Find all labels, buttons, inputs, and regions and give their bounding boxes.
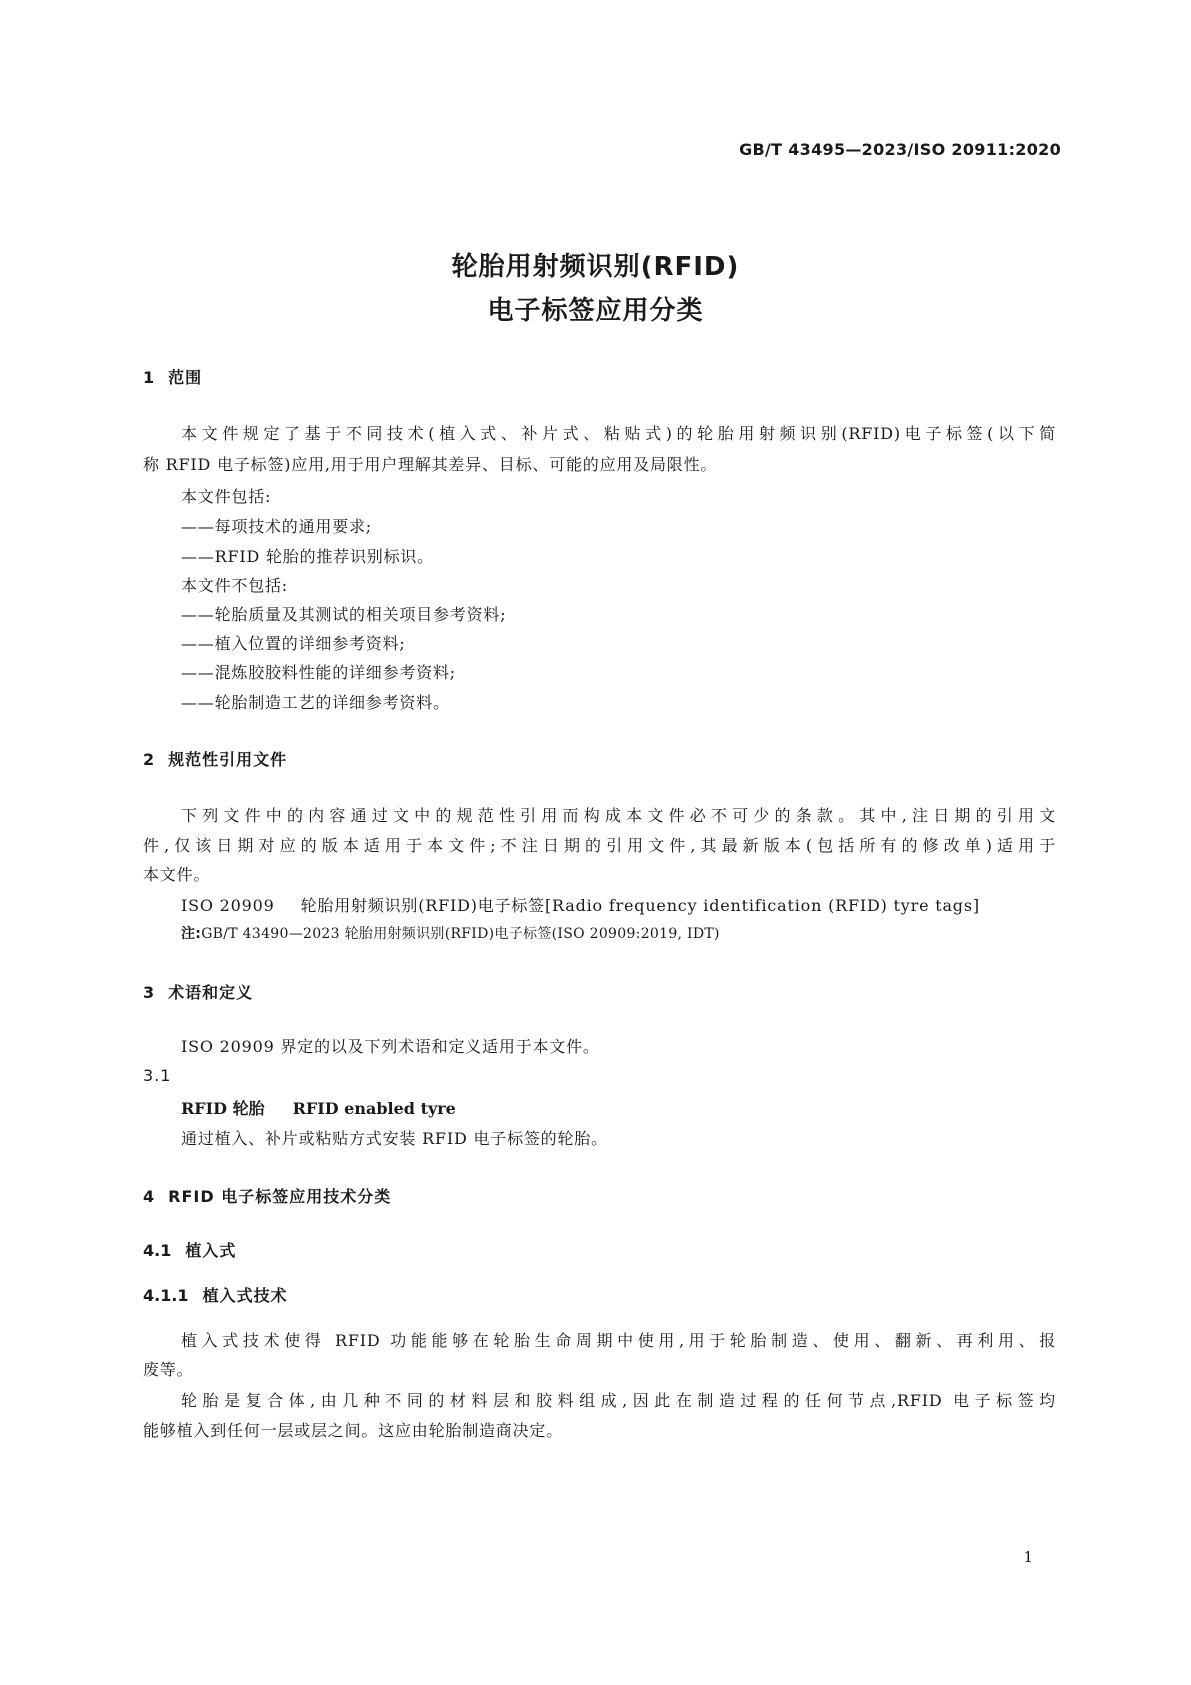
section-4-1-heading: [143, 1238, 236, 1261]
section-title: 范围: [168, 368, 203, 387]
s4-p1-line2: 废等。: [143, 1360, 194, 1379]
reference-code: ISO 20909: [181, 896, 275, 915]
section-1-heading: [143, 365, 202, 388]
s4-p2-line1: 轮胎是复合体,由几种不同的材料层和胶料组成,因此在制造过程的任何节点,RFID 电子标签均: [181, 1391, 1056, 1410]
normative-reference: [181, 893, 980, 916]
standard-code: GB/T 43495—2023/ISO 20911:2020: [739, 140, 1061, 159]
section-title: RFID 电子标签应用技术分类: [168, 1187, 392, 1206]
s2-para-line1: 下列文件中的内容通过文中的规范性引用而构成本文件必不可少的条款。其中,注日期的引用文: [181, 806, 1056, 825]
document-title-line2: 电子标签应用分类: [487, 296, 704, 326]
term-definition: 通过植入、补片或粘贴方式安装 RFID 电子标签的轮胎。: [181, 1129, 608, 1148]
section-2-heading: [143, 747, 287, 770]
section-title: 植入式: [185, 1241, 237, 1260]
term-number: 3.1: [143, 1066, 172, 1085]
section-4-heading: [143, 1184, 391, 1207]
section-title: 规范性引用文件: [168, 750, 288, 769]
excludes-label: 本文件不包括:: [181, 576, 288, 595]
includes-label: 本文件包括:: [181, 487, 272, 506]
includes-item: ——每项技术的通用要求;: [181, 517, 372, 536]
s3-para: ISO 20909 界定的以及下列术语和定义适用于本文件。: [181, 1037, 600, 1056]
s4-p1-line1: 植入式技术使得 RFID 功能能够在轮胎生命周期中使用,用于轮胎制造、使用、翻新、再利用、报: [181, 1331, 1056, 1350]
excludes-item: ——轮胎质量及其测试的相关项目参考资料;: [181, 605, 507, 624]
s4-p2-line2: 能够植入到任何一层或层之间。这应由轮胎制造商决定。: [143, 1421, 564, 1440]
section-number: 4.1: [143, 1241, 172, 1260]
term-entry: [181, 1096, 456, 1119]
section-number: 1: [143, 368, 155, 387]
note-text: GB/T 43490—2023 轮胎用射频识别(RFID)电子标签(ISO 20909:2019, IDT): [201, 926, 720, 942]
s1-para-line2: 称 RFID 电子标签)应用,用于用户理解其差异、目标、可能的应用及局限性。: [143, 455, 718, 474]
section-number: 4: [143, 1187, 155, 1206]
reference-note: [181, 923, 720, 943]
section-title: 术语和定义: [168, 983, 254, 1002]
reference-title: 轮胎用射频识别(RFID)电子标签[Radio frequency identification (RFID) tyre tags]: [300, 896, 980, 915]
section-title: 植入式技术: [202, 1286, 288, 1305]
section-4-1-1-heading: [143, 1283, 288, 1306]
excludes-item: ——植入位置的详细参考资料;: [181, 634, 406, 653]
section-3-heading: [143, 980, 253, 1003]
s1-para-line1: 本文件规定了基于不同技术(植入式、补片式、粘贴式)的轮胎用射频识别(RFID)电子标签(以下简: [181, 424, 1056, 443]
includes-item: ——RFID 轮胎的推荐识别标识。: [181, 547, 434, 566]
s2-para-line2: 件,仅该日期对应的版本适用于本文件;不注日期的引用文件,其最新版本(包括所有的修改单)适用于: [143, 836, 1056, 855]
term-english: RFID enabled tyre: [292, 1099, 456, 1118]
note-label: 注:: [181, 926, 202, 942]
section-number: 3: [143, 983, 155, 1002]
section-number: 2: [143, 750, 155, 769]
document-title-line1: 轮胎用射频识别(RFID): [451, 252, 740, 282]
section-number: 4.1.1: [143, 1286, 189, 1305]
s2-para-line3: 本文件。: [143, 865, 211, 884]
excludes-item: ——轮胎制造工艺的详细参考资料。: [181, 693, 450, 712]
page-number: 1: [1023, 1548, 1033, 1566]
excludes-item: ——混炼胶胶料性能的详细参考资料;: [181, 663, 456, 682]
term-chinese: RFID 轮胎: [181, 1099, 265, 1118]
